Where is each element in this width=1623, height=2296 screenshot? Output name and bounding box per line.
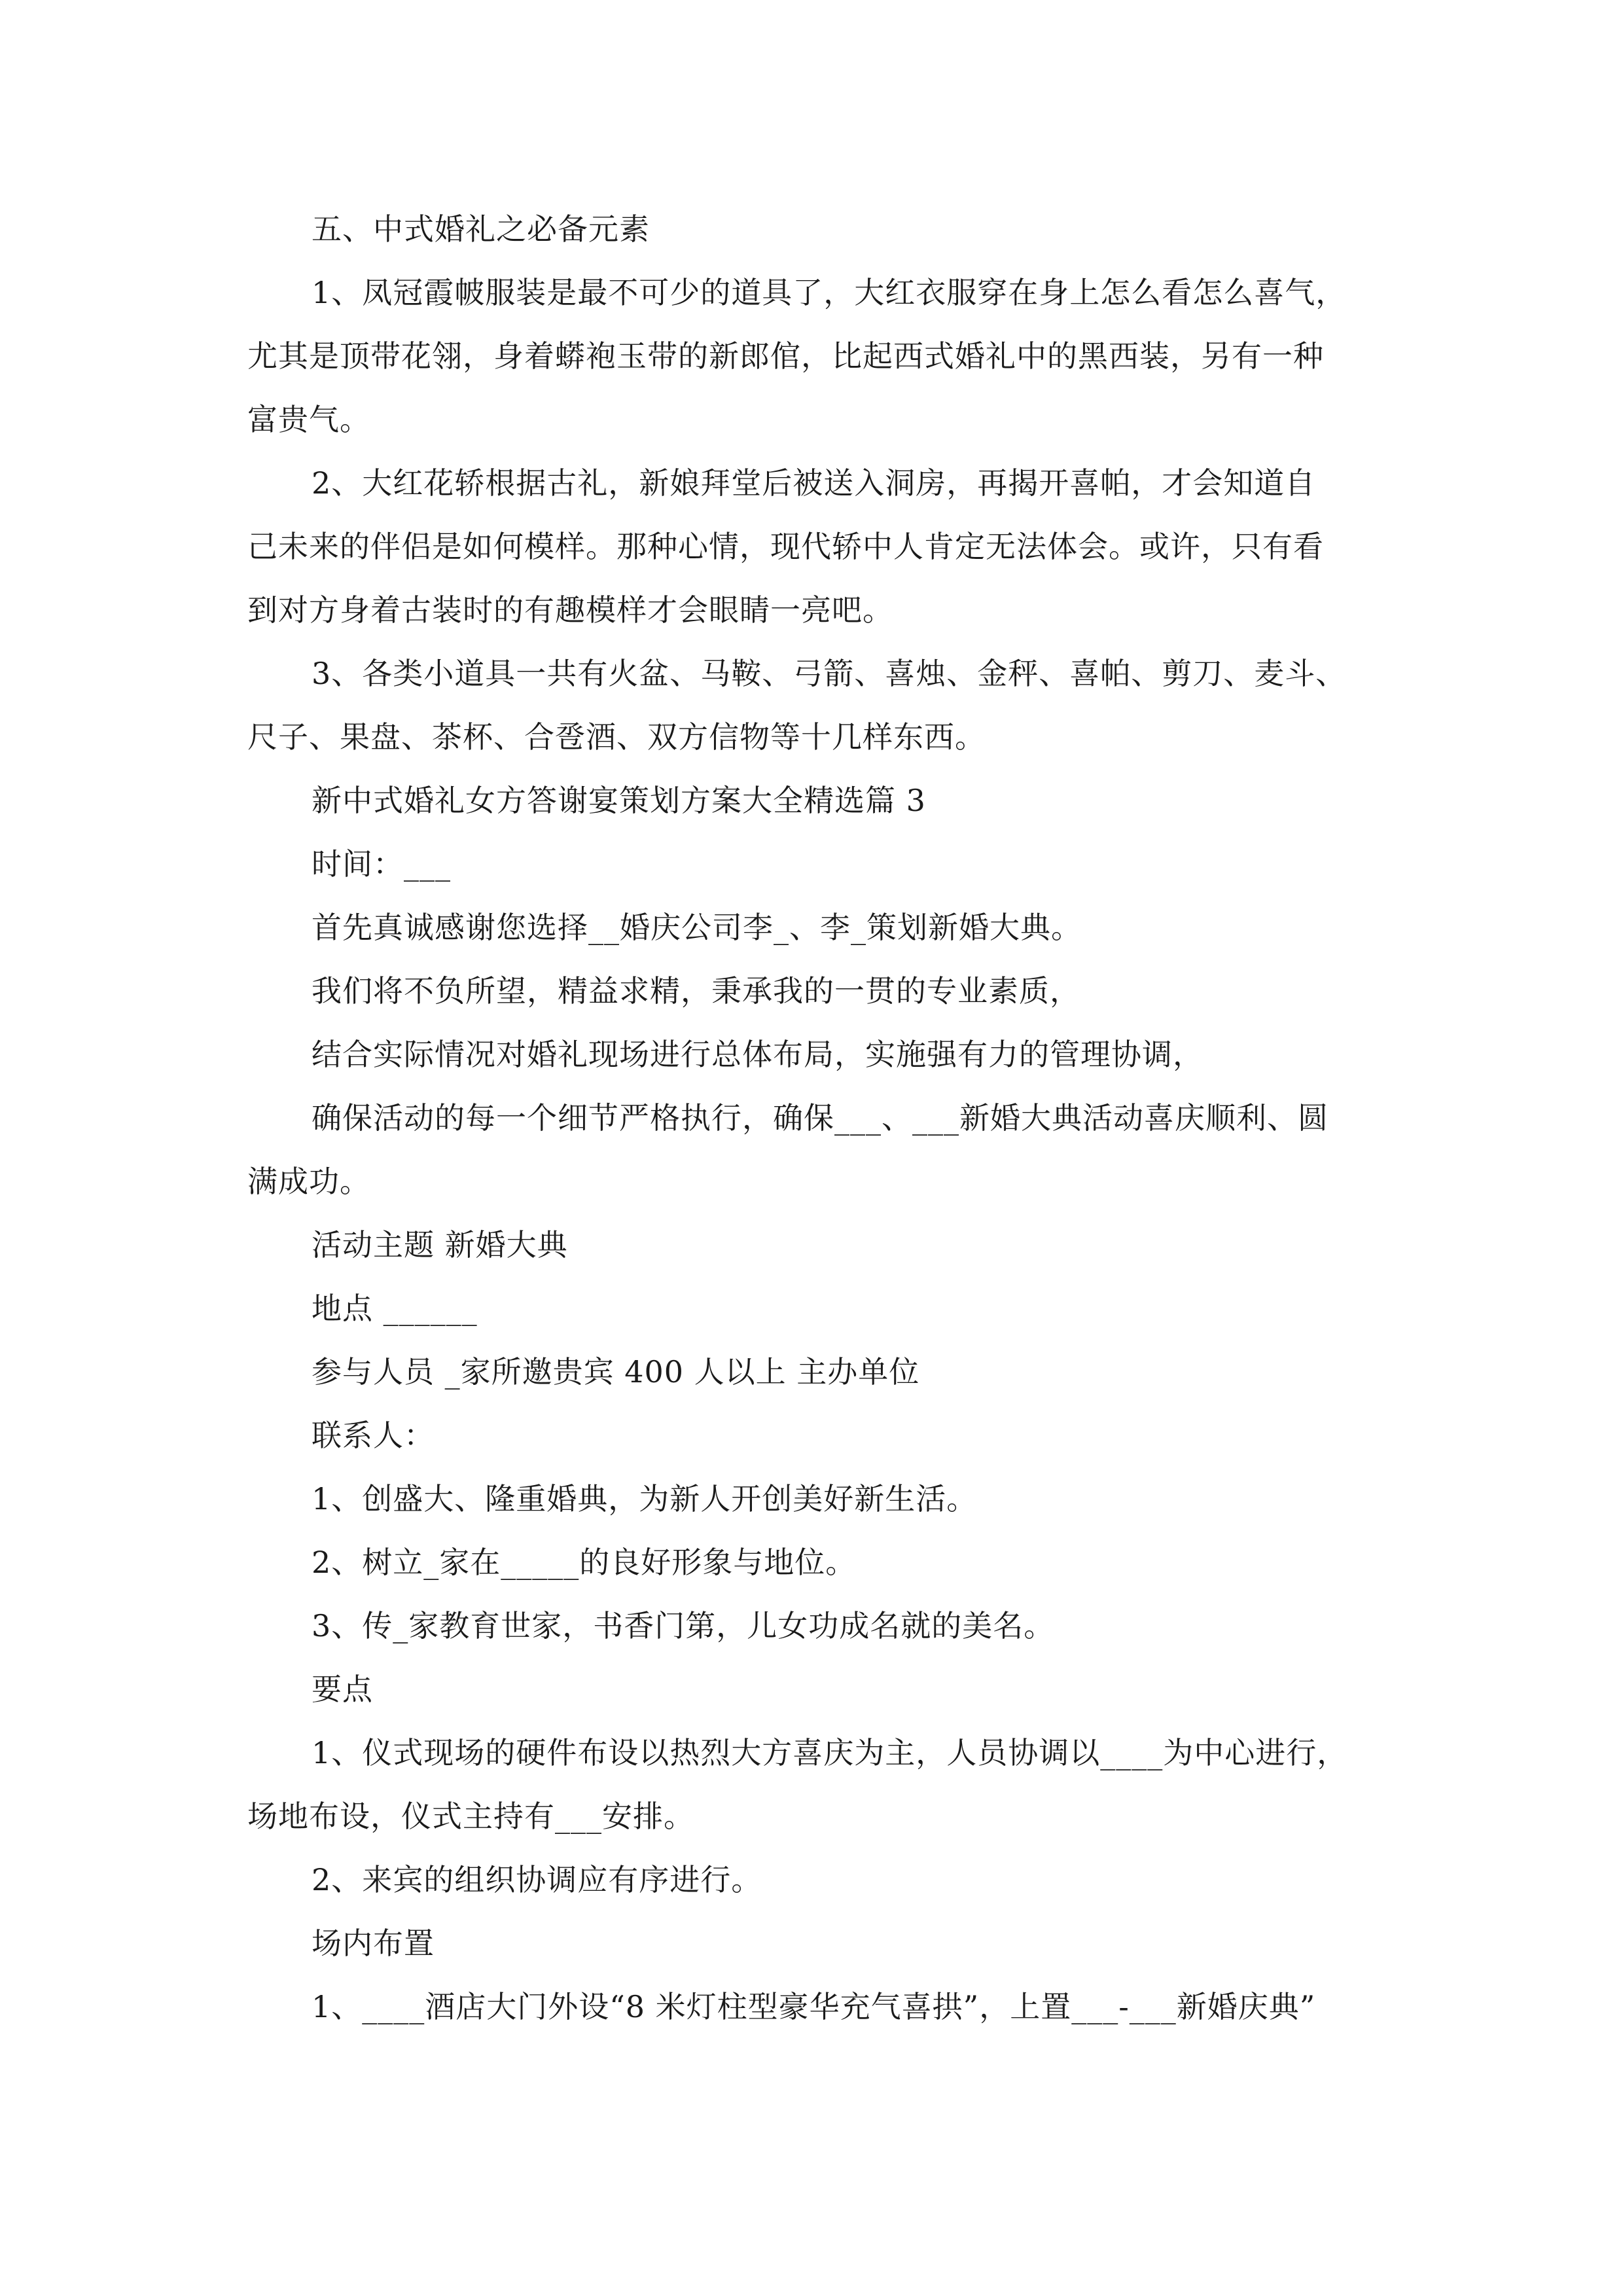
participants-field: 参与人员 _家所邀贵宾 400 人以上 主办单位	[312, 1354, 920, 1390]
section-heading-key-points: 要点	[312, 1672, 373, 1707]
list-item: 3、传_家教育世家，书香门第，儿女功成名就的美名。	[312, 1608, 1055, 1643]
paragraph-line: 2、大红花轿根据古礼，新娘拜堂后被送入洞房，再揭开喜帕，才会知道自	[312, 465, 1316, 501]
section-heading-venue-layout: 场内布置	[312, 1926, 435, 1961]
paragraph-line: 尤其是顶带花翎，身着蟒袍玉带的新郎倌，比起西式婚礼中的黑西装，另有一种	[247, 338, 1324, 374]
paragraph-line: 己未来的伴侣是如何模样。那种心情，现代轿中人肯定无法体会。或许，只有看	[247, 529, 1324, 564]
paragraph-line: 结合实际情况对婚礼现场进行总体布局，实施强有力的管理协调，	[312, 1037, 1204, 1072]
paragraph-line: 满成功。	[247, 1164, 370, 1199]
time-field: 时间：___	[312, 846, 451, 882]
location-field: 地点 ______	[312, 1291, 478, 1326]
paragraph-line: 尺子、果盘、茶杯、合卺酒、双方信物等十几样东西。	[247, 719, 986, 755]
paragraph-line: 富贵气。	[247, 402, 370, 437]
list-item: 1、创盛大、隆重婚典，为新人开创美好新生活。	[312, 1481, 978, 1516]
paragraph-line: 首先真诚感谢您选择__婚庆公司李_、李_策划新婚大典。	[312, 910, 1082, 945]
list-item: 1、____酒店大门外设“8 米灯柱型豪华充气喜拱”，上置___-___新婚庆典”	[312, 1989, 1316, 2024]
section-heading-essential-elements: 五、中式婚礼之必备元素	[312, 211, 650, 247]
contact-field: 联系人：	[312, 1418, 435, 1453]
paragraph-line: 场地布设，仪式主持有___安排。	[247, 1799, 694, 1834]
paragraph-line: 确保活动的每一个细节严格执行，确保___、___新婚大典活动喜庆顺利、圆	[312, 1100, 1329, 1136]
article-title: 新中式婚礼女方答谢宴策划方案大全精选篇 3	[312, 783, 926, 818]
paragraph-line: 到对方身着古装时的有趣模样才会眼睛一亮吧。	[247, 592, 893, 628]
paragraph-line: 3、各类小道具一共有火盆、马鞍、弓箭、喜烛、金秤、喜帕、剪刀、麦斗、	[312, 656, 1347, 691]
list-item: 2、来宾的组织协调应有序进行。	[312, 1862, 762, 1897]
activity-theme: 活动主题 新婚大典	[312, 1227, 568, 1263]
list-item: 2、树立_家在_____的良好形象与地位。	[312, 1545, 857, 1580]
list-item: 1、仪式现场的硬件布设以热烈大方喜庆为主，人员协调以____为中心进行，	[312, 1735, 1348, 1770]
paragraph-line: 我们将不负所望，精益求精，秉承我的一贯的专业素质，	[312, 973, 1080, 1009]
paragraph-line: 1、凤冠霞帔服装是最不可少的道具了，大红衣服穿在身上怎么看怎么喜气，	[312, 275, 1347, 310]
